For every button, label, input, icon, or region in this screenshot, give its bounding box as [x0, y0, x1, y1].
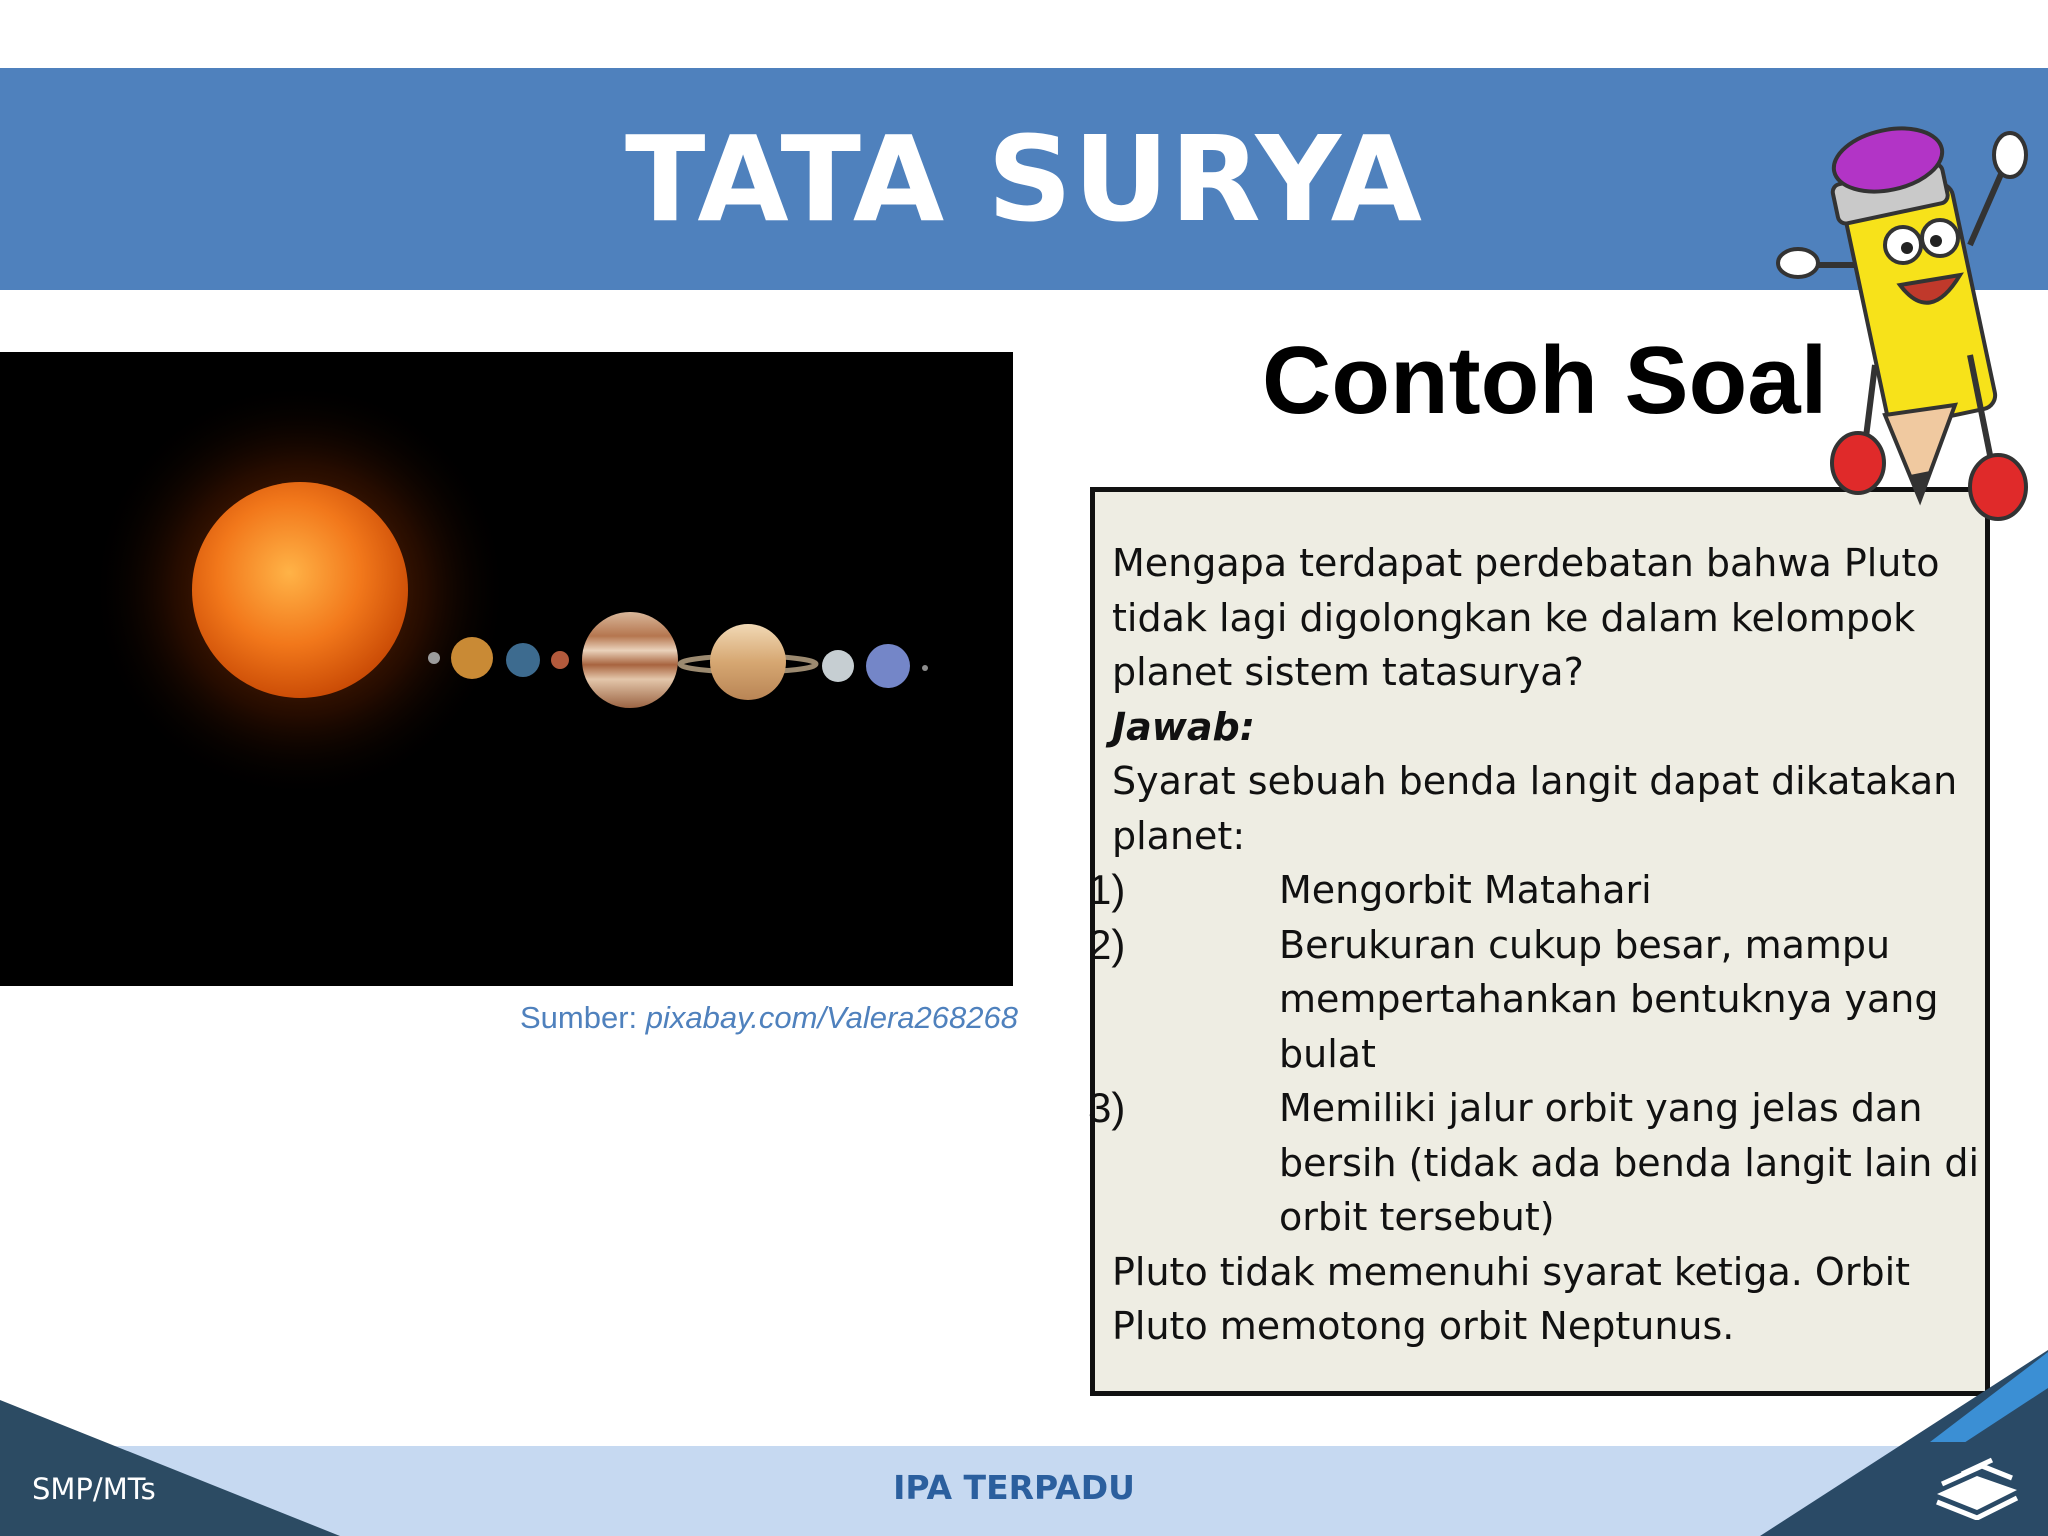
- list-text: Berukuran cukup besar, mampu mempertahankan bentuknya yang bulat: [1279, 922, 1939, 1076]
- pluto: [922, 665, 928, 671]
- list-number: 3): [1088, 1084, 1126, 1131]
- list-item: [1088, 863, 1980, 918]
- list-text: Mengorbit Matahari: [1279, 868, 1652, 912]
- section-heading: Contoh Soal: [1262, 327, 1828, 434]
- list-item: [1088, 1081, 1980, 1245]
- list-text: Memiliki jalur orbit yang jelas dan bersih (tidak ada benda langit lain di orbit tersebut): [1279, 1086, 1980, 1239]
- source-label: Sumber:: [519, 1000, 646, 1035]
- solar-system-image: [0, 352, 1013, 986]
- footer-school-level: SMP/MTs: [32, 1472, 156, 1506]
- source-link[interactable]: pixabay.com/Valera268268: [645, 1000, 1018, 1035]
- conclusion-text: Pluto tidak memenuhi syarat ketiga. Orbit Pluto memotong orbit Neptunus.: [1112, 1249, 1911, 1348]
- list-number: 1): [1088, 866, 1126, 913]
- footer-subject: IPA TERPADU: [893, 1468, 1135, 1507]
- slide-title: TATA SURYA: [625, 110, 1423, 248]
- neptune: [866, 644, 910, 688]
- mercury: [428, 652, 440, 664]
- jupiter: [582, 612, 678, 708]
- saturn: [710, 624, 786, 700]
- earth: [506, 643, 540, 677]
- venus: [451, 637, 493, 679]
- answer-intro: Syarat sebuah benda langit dapat dikatakan planet:: [1112, 759, 1958, 858]
- question-content: [1088, 536, 1980, 1354]
- question-text: Mengapa terdapat perdebatan bahwa Pluto tidak lagi digolongkan ke dalam kelompok planet sistem tatasurya?: [1112, 541, 1940, 694]
- mars: [551, 651, 569, 669]
- sun: [192, 482, 408, 698]
- uranus: [822, 650, 854, 682]
- answer-label: Jawab:: [1112, 704, 1255, 749]
- image-source-caption: [478, 1000, 1018, 1036]
- list-number: 2): [1088, 920, 1126, 968]
- books-icon: [1932, 1454, 2022, 1520]
- list-item: [1088, 918, 1980, 1082]
- pencil-mascot-icon: [1770, 115, 2040, 555]
